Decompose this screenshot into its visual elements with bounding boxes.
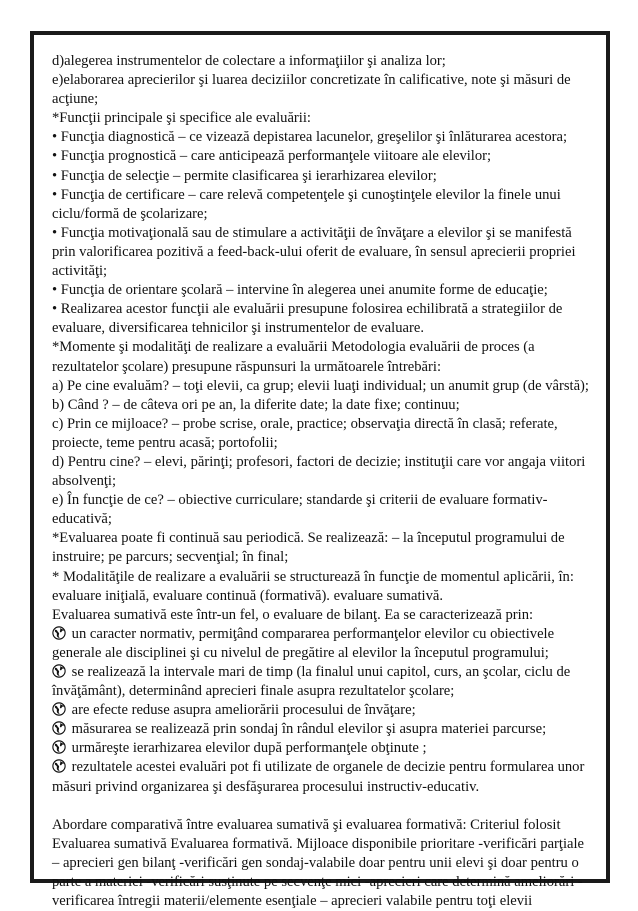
paragraph xyxy=(52,816,594,911)
paragraph-text: • Funcţia de orientare şcolară – intervine în alegerea unei anumite forme de educaţie; xyxy=(52,282,548,299)
paragraph-text: a) Pe cine evaluăm? – toţi elevii, ca grup; elevii luaţi individual; un anumit grup (de vârstă); xyxy=(52,377,589,394)
paragraph xyxy=(52,758,594,796)
paragraph-text: e) În funcţie de ce? – obiective curriculare; standarde şi criterii de evaluare formativ-educativă; xyxy=(52,492,548,528)
paragraph-text: d)alegerea instrumentelor de colectare a informaţiilor şi analiza lor; xyxy=(52,53,446,69)
paragraph-text: rezultatele acestei evaluări pot fi utilizate de organele de decizie pentru formularea unor măsuri privind organizarea şi desfăşurarea procesului instructiv-educativ. xyxy=(52,759,585,795)
paragraph xyxy=(52,720,594,739)
paragraph xyxy=(52,663,594,701)
globe-icon xyxy=(52,740,66,754)
paragraph xyxy=(52,300,594,338)
paragraph-text: c) Prin ce mijloace? – probe scrise, orale, practice; observaţia directă în clasă; referate, proiecte, teme pentru acasă; portofolii; xyxy=(52,415,558,451)
paragraph xyxy=(52,281,594,300)
paragraph xyxy=(52,377,594,396)
paragraph xyxy=(52,625,594,663)
paragraph xyxy=(52,224,594,281)
paragraph-text: urmăreşte ierarhizarea elevilor după performanţele obţinute ; xyxy=(68,740,427,757)
paragraph-text: Evaluarea sumativă este într-un fel, o evaluare de bilanţ. Ea se caracterizează prin: xyxy=(52,606,534,623)
paragraph xyxy=(52,167,594,186)
globe-icon xyxy=(52,664,66,678)
paragraph xyxy=(52,606,594,625)
paragraph-text: măsurarea se realizează prin sondaj în rândul elevilor şi asupra materiei parcurse; xyxy=(68,721,547,738)
paragraph-text: • Funcţia diagnostică – ce vizează depistarea lacunelor, greşelilor şi înlăturarea acestora; xyxy=(52,129,568,146)
paragraph-text: • Funcţia de selecţie – permite clasificarea şi ierarhizarea elevilor; xyxy=(52,167,437,184)
paragraph xyxy=(52,701,594,720)
paragraph xyxy=(52,186,594,224)
paragraph-text: *Momente şi modalităţi de realizare a evaluării Metodologia evaluării de proces (a rezultatelor şcolare) presupune răspunsuri la următoarele întrebări: xyxy=(52,339,535,375)
paragraph-text: d) Pentru cine? – elevi, părinţi; profesori, factori de decizie; instituţii care vor angaja viitori absolvenţi; xyxy=(52,453,586,490)
paragraph xyxy=(52,491,594,529)
paragraph-text: se realizează la intervale mari de timp (la finalul unui capitol, curs, an şcolar, ciclu de învăţământ), determinând aprecieri finale asupra rezultatelor şcolare; xyxy=(52,664,571,700)
paragraph xyxy=(52,71,594,109)
paragraph-text: are efecte reduse asupra ameliorării procesului de învăţare; xyxy=(68,702,416,719)
paragraph xyxy=(52,396,594,415)
paragraph xyxy=(52,529,594,567)
globe-icon xyxy=(52,702,66,716)
paragraph xyxy=(52,128,594,147)
paragraph-text: Abordare comparativă între evaluarea sumativă şi evaluarea formativă: Criteriul folosit Evaluarea sumativă Evaluarea formativă. Mijloace disponibile prioritare -verificări parţiale – aprecieri gen bilanţ -verificări gen sondaj-valabile doar pentru unii elevi şi doar pentru o parte a materiei -verificări susţinute pe secvenţe mici -aprecieri care determină ameliorări -verificarea întregii materii/elemente esenţiale – aprecieri valabile pentru toţi elevii xyxy=(52,816,585,910)
paragraph-text: b) Când ? – de câteva ori pe an, la diferite date; la date fixe; continuu; xyxy=(52,396,460,413)
document-body xyxy=(52,52,594,911)
paragraph-text: • Realizarea acestor funcţii ale evaluării presupune folosirea echilibrată a strategiilor de evaluare, diversificarea tehnicilor şi instrumentelor de evaluare. xyxy=(52,301,563,337)
globe-icon xyxy=(52,626,66,640)
paragraph-text: • Funcţia motivaţională sau de stimulare a activităţii de învăţare a elevilor şi se manifestă prin valorificarea pozitivă a feed-back-ului oferit de evaluare, în sensul aprecierii propriei activităţi; xyxy=(52,224,576,280)
paragraph xyxy=(52,568,594,606)
paragraph xyxy=(52,453,594,491)
paragraph-text: * Modalităţile de realizare a evaluării se structurează în funcţie de momentul aplicării, în: evaluare iniţială, evaluare continuă (formativă). evaluare sumativă. xyxy=(52,568,574,604)
paragraph-text: • Funcţia de certificare – care relevă competenţele şi cunoştinţele elevilor la finele unui ciclu/formă de şcolarizare; xyxy=(52,186,561,222)
paragraph xyxy=(52,739,594,758)
globe-icon xyxy=(52,759,66,773)
paragraph xyxy=(52,52,594,71)
paragraph xyxy=(52,415,594,453)
paragraph-text: un caracter normativ, permiţând compararea performanţelor elevilor cu obiectivele generale ale disciplinei şi cu nivelul de pregătire al elevilor la începutul programului; xyxy=(52,625,555,661)
globe-icon xyxy=(52,721,66,735)
paragraph-text: • Funcţia prognostică – care anticipează performanţele viitoare ale elevilor; xyxy=(52,148,492,165)
paragraph-text: *Funcţii principale şi specifice ale evaluării: xyxy=(52,110,311,127)
paragraph xyxy=(52,147,594,166)
paragraph-text: *Evaluarea poate fi continuă sau periodică. Se realizează: – la începutul programului de instruire; pe parcurs; secvenţial; în final; xyxy=(52,530,565,566)
paragraph-text: e)elaborarea aprecierilor şi luarea deciziilor concretizate în calificative, note şi măsuri de acţiune; xyxy=(52,72,571,108)
blank-line xyxy=(52,797,594,816)
paragraph xyxy=(52,109,594,128)
paragraph xyxy=(52,338,594,376)
